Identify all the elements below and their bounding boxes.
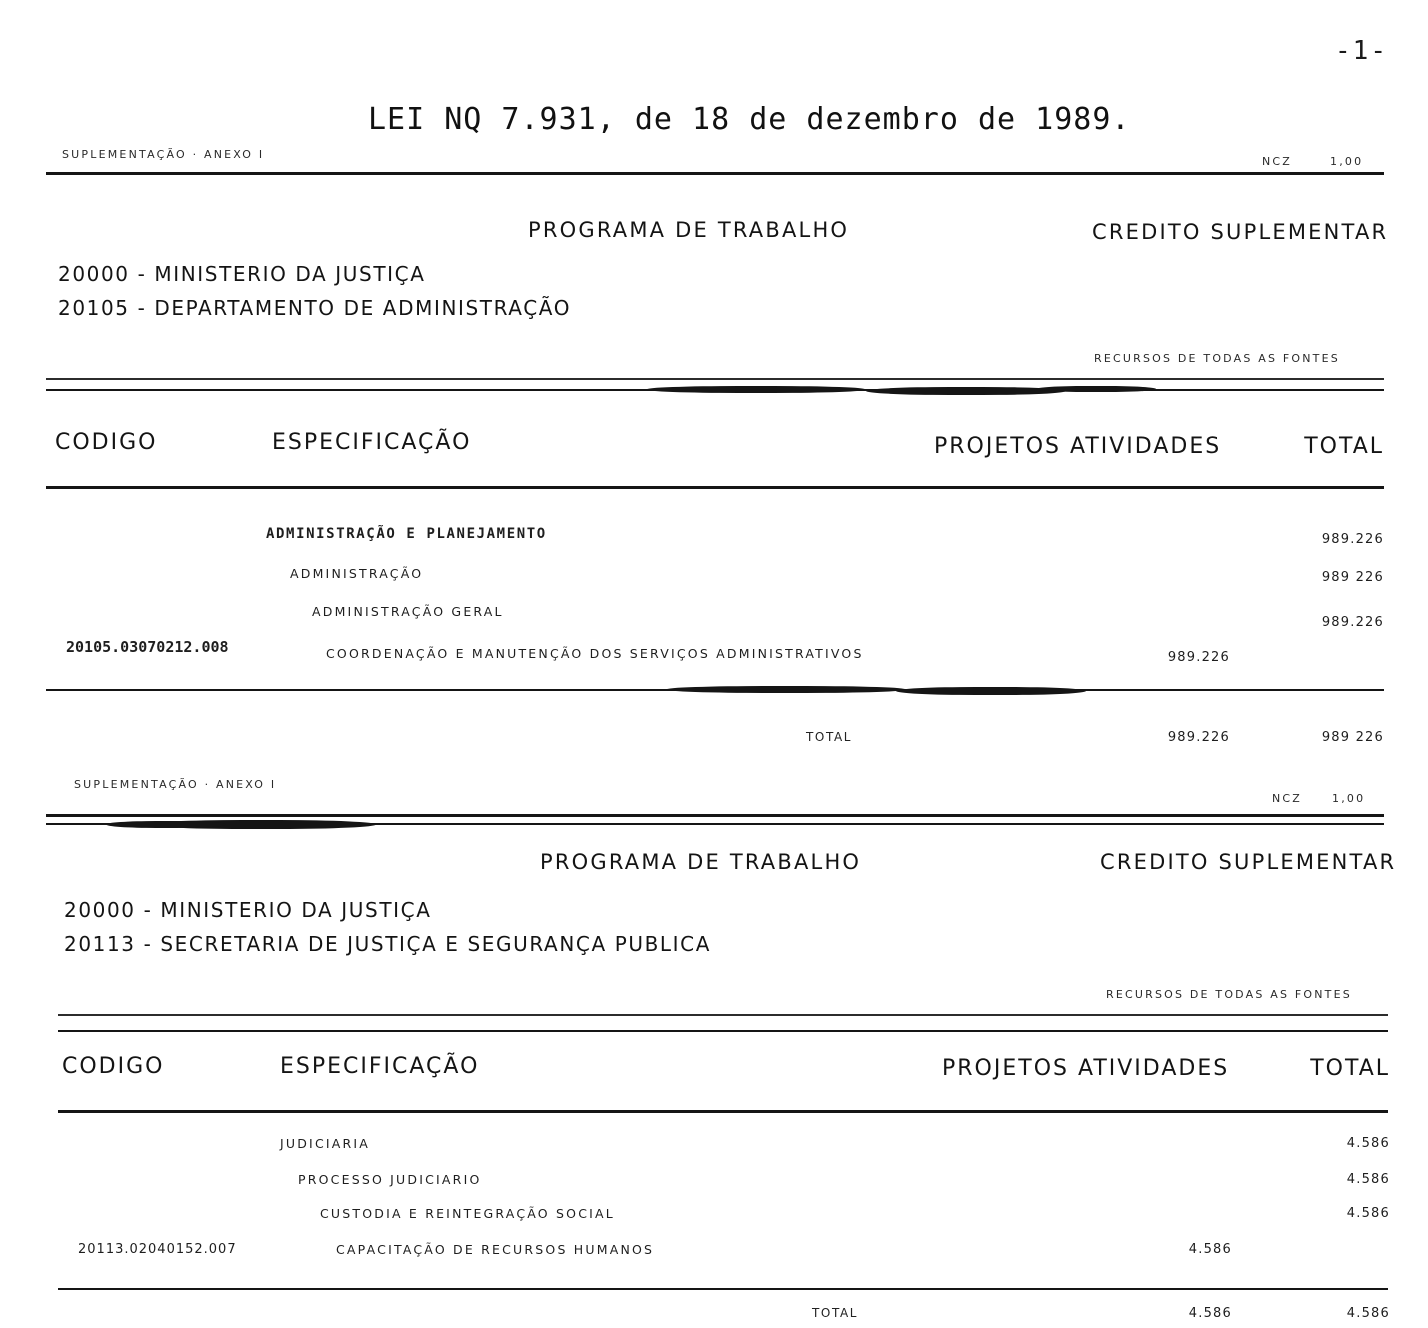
anexo-label: SUPLEMENTAÇÃO · ANEXO I [62,148,265,161]
header-credito-suplementar: CREDITO SUPLEMENTAR [1092,220,1389,244]
org-line-unidade: 20105 - DEPARTAMENTO DE ADMINISTRAÇÃO [58,296,572,320]
row-especificacao: PROCESSO JUDICIARIO [298,1172,482,1187]
column-header-especificacao: ESPECIFICAÇÃO [280,1054,480,1079]
section-total-rule [46,686,1384,696]
header-programa-trabalho: PROGRAMA DE TRABALHO [540,850,862,874]
section-rule-a [46,378,1384,380]
section-rule-b [46,386,1384,396]
row-total: 989.226 [1321,532,1384,547]
row-especificacao: COORDENAÇÃO E MANUTENÇÃO DOS SERVIÇOS ADMINISTRATIVOS [326,646,864,661]
row-especificacao: ADMINISTRAÇÃO [290,566,424,581]
total-row-projetos: 4.586 [1188,1306,1232,1321]
row-total: 989 226 [1321,570,1384,585]
row-especificacao: ADMINISTRAÇÃO E PLANEJAMENTO [266,526,547,542]
row-especificacao: ADMINISTRAÇÃO GERAL [312,604,504,619]
column-header-projetos-atividades: PROJETOS ATIVIDADES [942,1056,1230,1081]
row-projetos-atividades: 989.226 [1167,650,1230,665]
row-total: 4.586 [1346,1136,1390,1151]
total-row-projetos: 989.226 [1167,730,1230,745]
row-projetos-atividades: 4.586 [1188,1242,1232,1257]
row-codigo: 20113.02040152.007 [78,1242,237,1257]
section-rule-b [58,1030,1388,1032]
column-header-total: TOTAL [1304,434,1384,459]
anexo-label: SUPLEMENTAÇÃO · ANEXO I [74,778,277,791]
row-total: 4.586 [1346,1172,1390,1187]
recursos-fontes-label: RECURSOS DE TODAS AS FONTES [1106,988,1352,1001]
section-top-rule [46,172,1384,175]
law-title: LEI NQ 7.931, de 18 de dezembro de 1989. [368,102,1131,137]
section-total-rule [58,1288,1388,1290]
header-programa-trabalho: PROGRAMA DE TRABALHO [528,218,850,242]
column-header-codigo: CODIGO [55,430,158,455]
recursos-fontes-label: RECURSOS DE TODAS AS FONTES [1094,352,1340,365]
total-row-total: 989 226 [1321,730,1384,745]
section-top-rule-smudge [46,820,1384,830]
row-total: 4.586 [1346,1206,1390,1221]
org-line-unidade: 20113 - SECRETARIA DE JUSTIÇA E SEGURANÇA PUBLICA [64,932,712,956]
row-especificacao: JUDICIARIA [280,1136,371,1151]
row-especificacao: CUSTODIA E REINTEGRAÇÃO SOCIAL [320,1206,615,1221]
currency-value: 1,00 [1332,792,1366,805]
row-codigo: 20105.03070212.008 [66,638,229,656]
row-especificacao: CAPACITAÇÃO DE RECURSOS HUMANOS [336,1242,655,1257]
total-row-label: TOTAL [806,730,853,744]
header-credito-suplementar: CREDITO SUPLEMENTAR [1100,850,1397,874]
column-header-projetos-atividades: PROJETOS ATIVIDADES [934,434,1222,459]
org-line-ministerio: 20000 - MINISTERIO DA JUSTIÇA [58,262,426,286]
section-top-rule [46,814,1384,817]
row-total: 989.226 [1321,615,1384,630]
page-number: -1- [1335,36,1388,66]
total-row-total: 4.586 [1346,1306,1390,1321]
column-header-rule [58,1110,1388,1113]
total-row-label: TOTAL [812,1306,859,1320]
column-header-codigo: CODIGO [62,1054,165,1079]
currency-label: NCZ [1262,155,1293,168]
org-line-ministerio: 20000 - MINISTERIO DA JUSTIÇA [64,898,432,922]
column-header-total: TOTAL [1310,1056,1390,1081]
currency-value: 1,00 [1330,155,1364,168]
column-header-rule [46,486,1384,489]
currency-label: NCZ [1272,792,1303,805]
column-header-especificacao: ESPECIFICAÇÃO [272,430,472,455]
section-rule-a [58,1014,1388,1016]
